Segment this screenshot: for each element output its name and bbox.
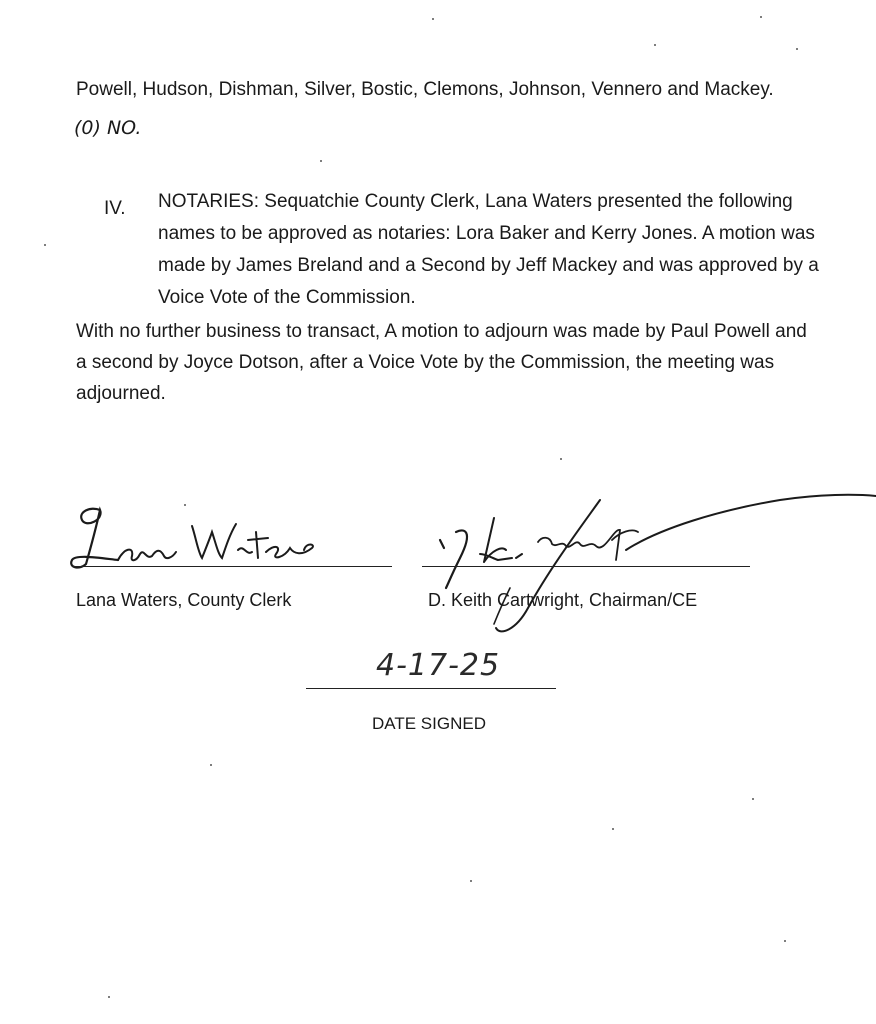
scan-speck — [108, 996, 110, 998]
scan-speck — [784, 940, 786, 942]
scan-speck — [44, 244, 46, 246]
scan-speck — [654, 44, 656, 46]
item-number: IV. — [104, 198, 126, 219]
scan-speck — [760, 16, 762, 18]
scan-speck — [320, 160, 322, 162]
date-signature-line — [306, 688, 556, 689]
signed-date-value: 4-17-25 — [376, 648, 501, 683]
clerk-name-label: Lana Waters, County Clerk — [76, 590, 292, 610]
vote-no-count: (0) NO. — [74, 117, 142, 139]
chairman-name-label: D. Keith Cartwright, Chairman/CE — [428, 590, 698, 610]
clerk-signature-line — [72, 566, 392, 567]
date-signed-label: DATE SIGNED — [372, 714, 486, 733]
scan-speck — [210, 764, 212, 766]
scan-speck — [612, 828, 614, 830]
scan-speck — [432, 18, 434, 20]
scan-speck — [470, 880, 472, 882]
scan-speck — [796, 48, 798, 50]
scan-speck — [752, 798, 754, 800]
scan-speck — [560, 458, 562, 460]
scan-speck — [184, 504, 186, 506]
item-notaries-text: NOTARIES: Sequatchie County Clerk, Lana Waters presented the following names to be approved as notaries: Lora Baker and Kerry Jones. A motion was made by James Breland and a Second by Jeff Mackey and was approved by a Voice Vote of the Commission. — [158, 191, 819, 308]
closing-paragraph: With no further business to transact, A motion to adjourn was made by Paul Powell and a second by Joyce Dotson, after a Voice Vote by the Commission, the meeting was adjourned. — [76, 321, 807, 404]
chairman-signature-line — [422, 566, 750, 567]
vote-names-line: Powell, Hudson, Dishman, Silver, Bostic, Clemons, Johnson, Vennero and Mackey. — [76, 79, 774, 100]
